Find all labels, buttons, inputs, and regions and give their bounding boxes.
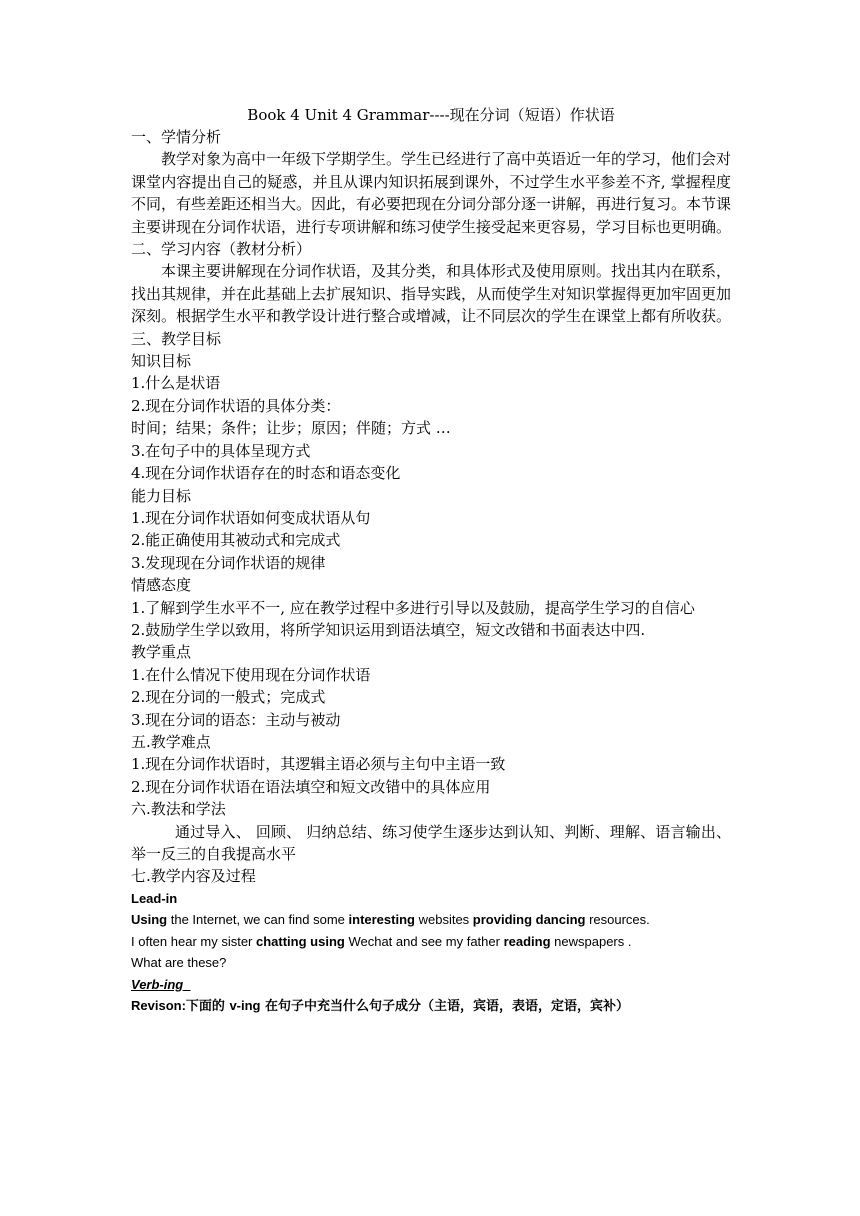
section-heading-teaching-goals: 三、教学目标: [131, 329, 222, 348]
list-item: 2.现在分词的一般式；完成式: [131, 688, 326, 707]
paragraph-learner-analysis: 教学对象为高中一年级下学期学生。学生已经进行了高中英语近一年的学习，他们会对课堂内容提出自己的疑惑，并且从课内知识拓展到课外，不过学生水平参差不齐, 掌握程度不同，有些差距还相当大。因此，有必要把现在分词分部分逐一讲解，再进行复习。本节课主要讲现在分词作状语，进行专项讲解和练习使学生接受起来更容易，学习目标也更明确。: [131, 150, 732, 236]
section-heading-learning-content: 二、学习内容（教材分析）: [131, 240, 312, 259]
document-title: Book 4 Unit 4 Grammar----现在分词（短语）作状语: [247, 106, 615, 124]
document-body: [131, 104, 731, 1018]
subheading-knowledge-goals: 知识目标: [131, 352, 192, 371]
list-item: 1.现在分词作状语如何变成状语从句: [131, 508, 371, 527]
paragraph-learning-content: 本课主要讲解现在分词作状语，及其分类，和具体形式及使用原则。找出其内在联系，找出其规律，并在此基础上去扩展知识、指导实践，从而使学生对知识掌握得更加牢固更加深刻。根据学生水平和教学设计进行整合或增减，让不同层次的学生在课堂上都有所收获。: [131, 262, 732, 326]
list-item: 2.现在分词作状语在语法填空和短文改错中的具体应用: [131, 777, 491, 796]
revision-prompt: Revison:下面的 v-ing 在句子中充当什么句子成分（主语，宾语，表语，定语，宾补）: [131, 998, 630, 1015]
list-item: 1.了解到学生水平不一, 应在教学过程中多进行引导以及鼓励，提高学生学习的自信心: [131, 598, 695, 617]
list-item: 2.鼓励学生学以致用，将所学知识运用到语法填空，短文改错和书面表达中四.: [131, 620, 646, 639]
section-heading-methods: 六.教法和学法: [131, 800, 226, 819]
example-sentence-1: Using the Internet, we can find some interesting websites providing dancing resources.: [131, 912, 650, 928]
list-item: 1.在什么情况下使用现在分词作状语: [131, 665, 371, 684]
question-line: What are these?: [131, 955, 227, 971]
paragraph-methods: 通过导入、 回顾、 归纳总结、练习使学生逐步达到认知、判断、理解、语言输出、举一反三的自我提高水平: [131, 822, 731, 863]
section-heading-process: 七.教学内容及过程: [131, 867, 256, 886]
list-item: 2.能正确使用其被动式和完成式: [131, 531, 341, 550]
section-heading-key-points: 教学重点: [131, 643, 192, 662]
lead-in-heading: Lead-in: [131, 890, 178, 906]
example-sentence-2: I often hear my sister chatting using Wechat and see my father reading newspapers .: [131, 933, 632, 949]
list-item: 3.在句子中的具体呈现方式: [131, 441, 311, 460]
list-item: 4.现在分词作状语存在的时态和语态变化: [131, 464, 401, 483]
subheading-emotion-goals: 情感态度: [131, 576, 192, 595]
subheading-ability-goals: 能力目标: [131, 486, 192, 505]
list-item: 1.什么是状语: [131, 374, 221, 393]
list-item: 2.现在分词作状语的具体分类：: [131, 396, 341, 415]
list-item: 1.现在分词作状语时，其逻辑主语必须与主句中主语一致: [131, 755, 506, 774]
section-heading-difficulties: 五.教学难点: [131, 732, 211, 751]
list-item: 3.发现现在分词作状语的规律: [131, 553, 326, 572]
list-item: 3.现在分词的语态：主动与被动: [131, 710, 341, 729]
verb-ing-heading: Verb-ing: [131, 976, 184, 992]
section-heading-learner-analysis: 一、学情分析: [131, 128, 222, 146]
list-item: 时间；结果；条件；让步；原因；伴随；方式 …: [131, 419, 451, 438]
